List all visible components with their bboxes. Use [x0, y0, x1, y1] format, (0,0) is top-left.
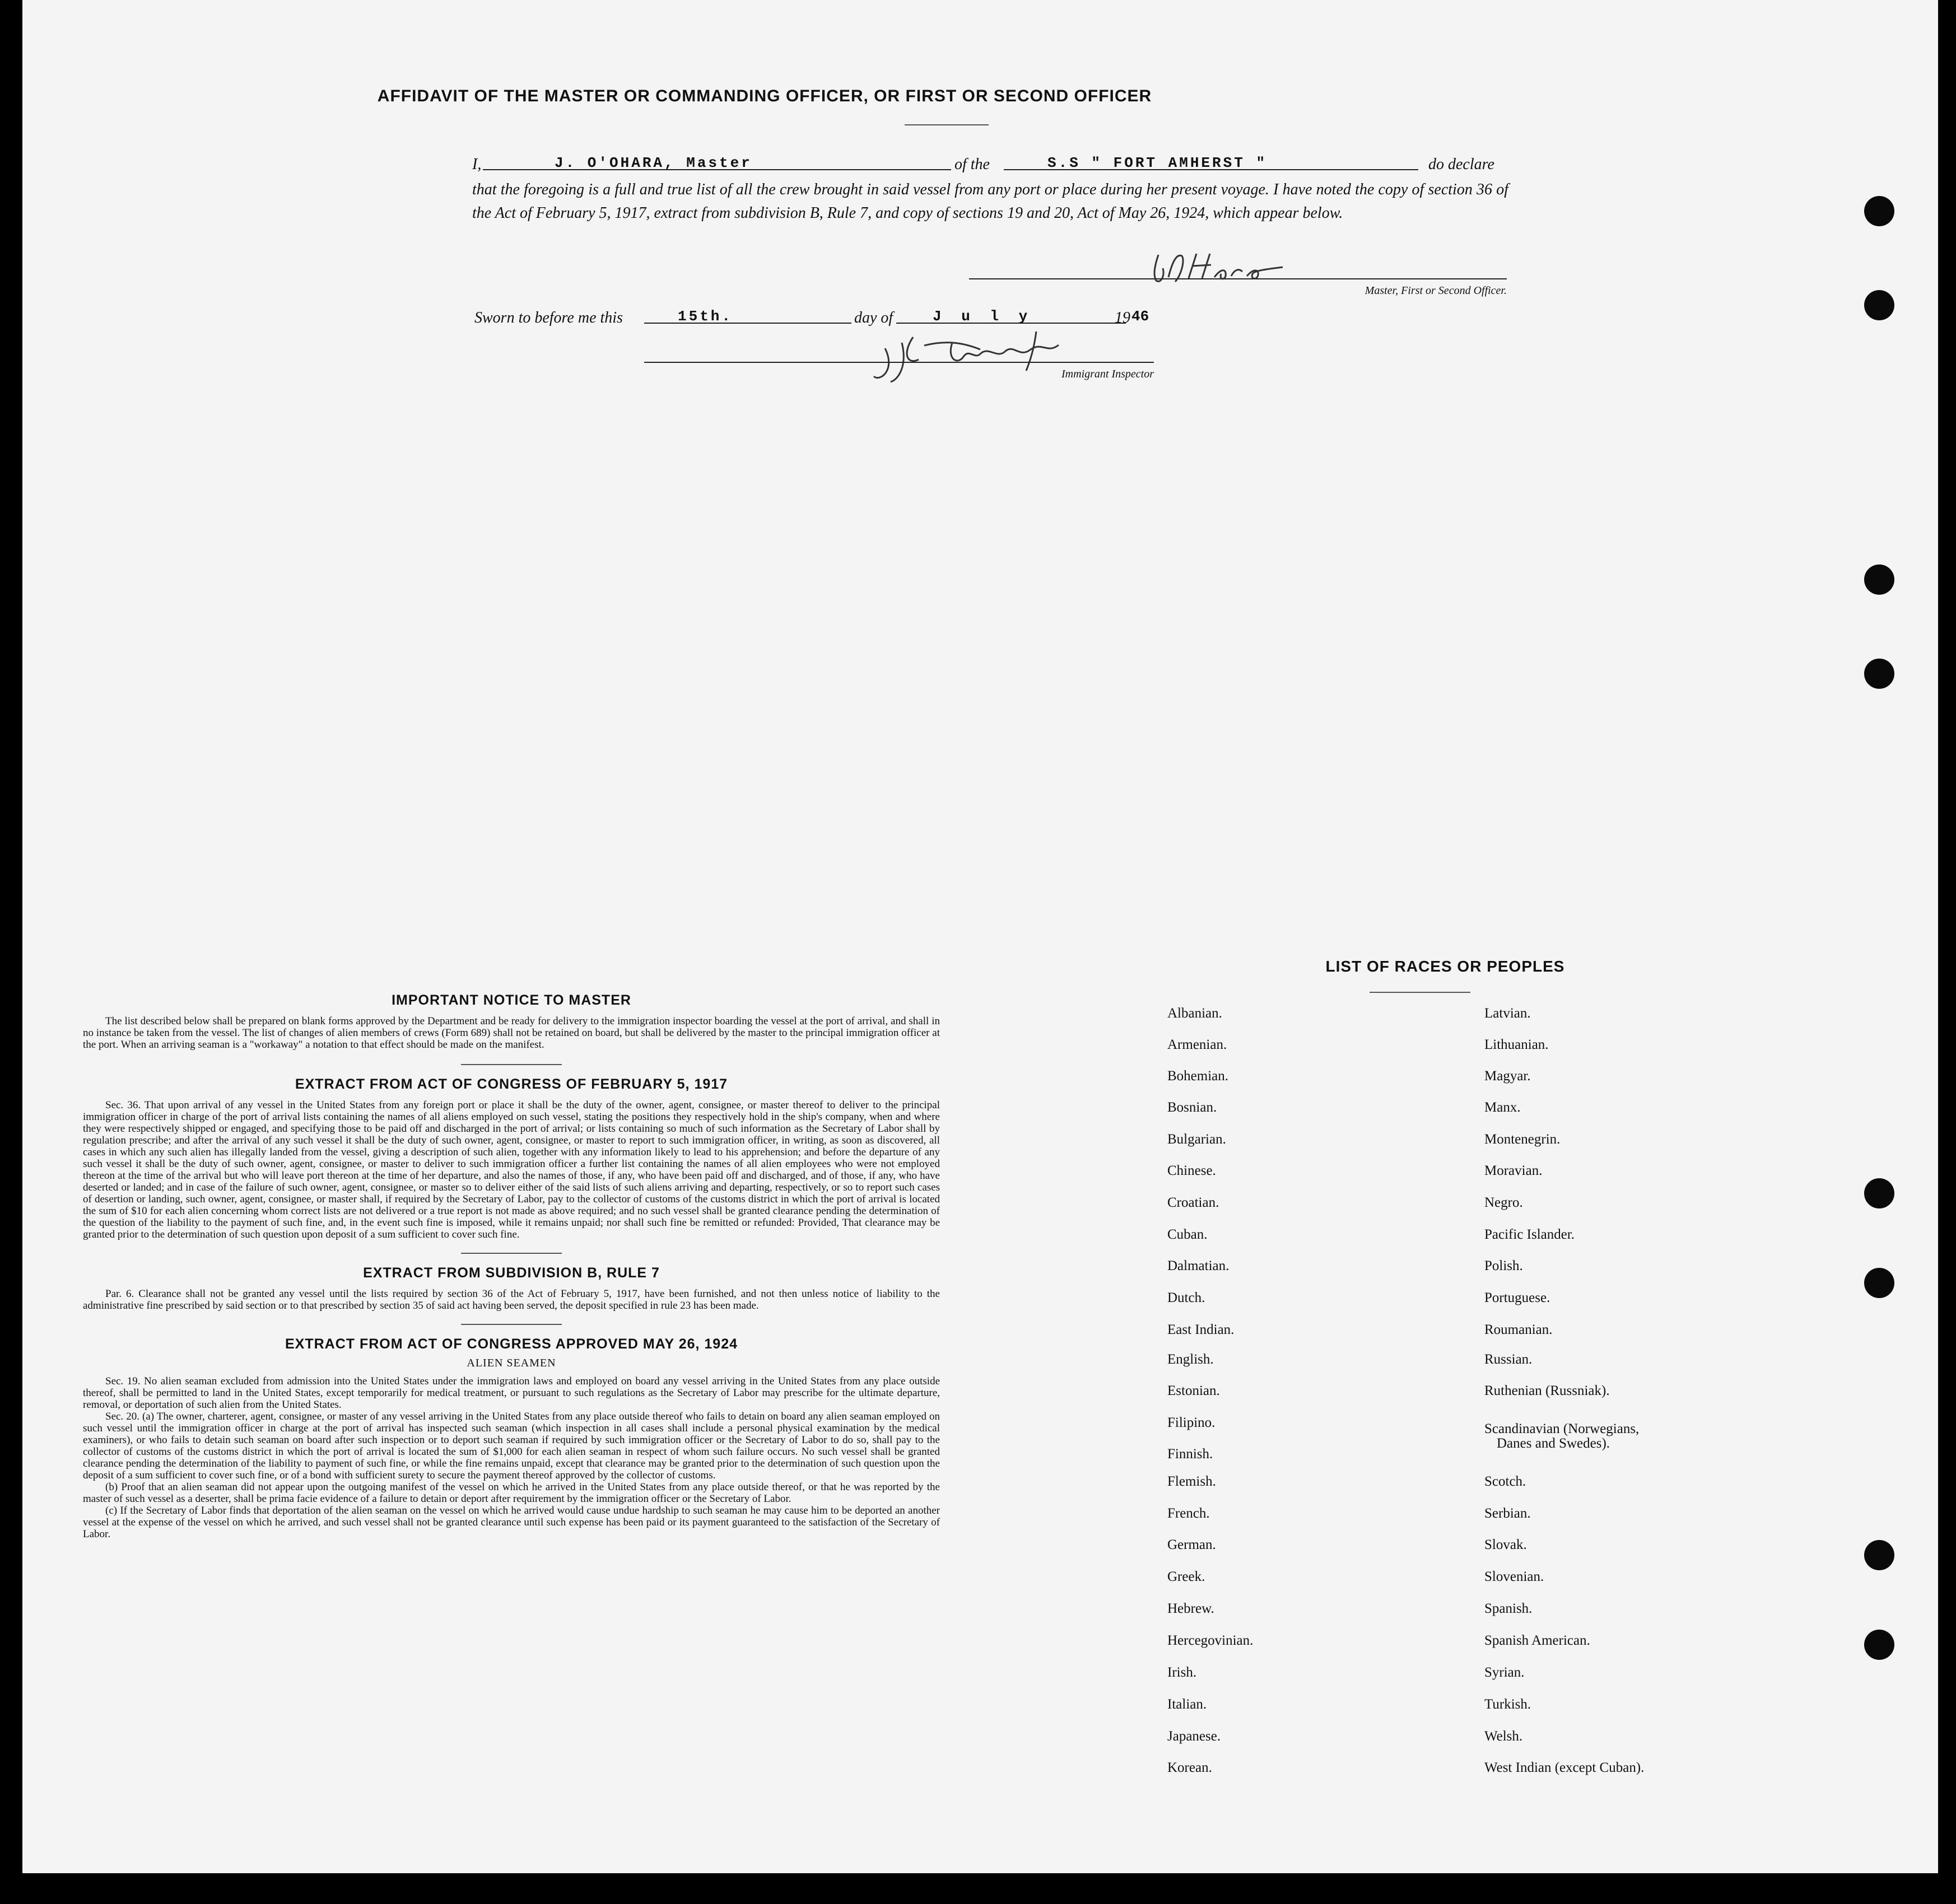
race-left-item: Irish. — [1167, 1665, 1197, 1680]
vessel-name: S.S " FORT AMHERST " — [1047, 155, 1268, 171]
extract-1924-subtitle: ALIEN SEAMEN — [467, 1357, 556, 1369]
race-left-item: Flemish. — [1167, 1474, 1216, 1489]
race-left-item: German. — [1167, 1537, 1216, 1552]
race-left-item: Italian. — [1167, 1697, 1207, 1712]
race-left-item: Dalmatian. — [1167, 1258, 1230, 1273]
affidavit-title: AFFIDAVIT OF THE MASTER OR COMMANDING OFFICER, OR FIRST OR SECOND OFFICER — [377, 87, 1152, 105]
race-left-item: Dutch. — [1167, 1290, 1205, 1305]
sworn-month: J u l y — [933, 308, 1033, 325]
race-left-item: Cuban. — [1167, 1227, 1208, 1242]
race-right-item: Welsh. — [1484, 1729, 1523, 1744]
divider — [461, 1064, 562, 1065]
race-left-item: Greek. — [1167, 1569, 1205, 1584]
race-right-item: Roumanian. — [1484, 1322, 1553, 1337]
sec-20a-text: Sec. 20. (a) The owner, charterer, agent, consignee, or master of any vessel arriving in the United States from any place outside thereof who fails to detain on board any alien seaman employed on such vessel until the immigration officer in charge at the port of arrival has inspected such seaman (which inspection in all cases shall include a personal physical examination by the medical examiners), or who fails to detain such seaman on board after such inspection or to deport such seaman if required by such immigration officer or the Secretary of Labor to do so, shall pay to the collector of customs of the customs district in which the port of arrival is located the sum of $1,000 for each alien seaman in respect of whom such failure occurs. No such vessel shall be granted clearance pending the determination of the liability to payment of such fine, or while the fine remains unpaid, except that clearance may be granted prior to the determination of such question upon the deposit of a sum sufficient to cover such fine, or of a bond with sufficient surety to secure the payment thereof approved by the collector of customs. — [83, 1411, 940, 1481]
punch-hole — [1864, 1630, 1894, 1660]
race-right-item: Montenegrin. — [1484, 1132, 1561, 1147]
notice-title: IMPORTANT NOTICE TO MASTER — [392, 992, 631, 1008]
race-right-item: Ruthenian (Russniak). — [1484, 1383, 1610, 1398]
divider — [461, 1253, 562, 1254]
race-right-item: Manx. — [1484, 1100, 1521, 1115]
race-right-item: Negro. — [1484, 1195, 1523, 1210]
race-left-item: English. — [1167, 1352, 1214, 1367]
race-left-item: French. — [1167, 1506, 1210, 1521]
races-list — [1154, 0, 1658, 1873]
race-left-item: Korean. — [1167, 1760, 1212, 1775]
race-right-item: Serbian. — [1484, 1506, 1531, 1521]
sworn-day-line — [644, 323, 851, 324]
race-right-item: Turkish. — [1484, 1697, 1531, 1712]
race-right-item: Pacific Islander. — [1484, 1227, 1575, 1242]
race-right-item: West Indian (except Cuban). — [1484, 1760, 1645, 1775]
sworn-day: 15th. — [678, 308, 733, 325]
i-label: I, — [472, 156, 482, 173]
inspector-signature-line — [644, 362, 1154, 363]
races-title: LIST OF RACES OR PEOPLES — [1325, 958, 1565, 975]
extract-1924-title: EXTRACT FROM ACT OF CONGRESS APPROVED MAY 26, 1924 — [285, 1336, 738, 1352]
race-left-item: Hercegovinian. — [1167, 1633, 1254, 1648]
race-left-item: Japanese. — [1167, 1729, 1221, 1744]
race-right-item: Slovak. — [1484, 1537, 1527, 1552]
master-caption: Master, First or Second Officer. — [1364, 284, 1507, 297]
day-of-label: day of — [854, 309, 893, 326]
punch-hole — [1864, 1268, 1894, 1298]
sworn-label: Sworn to before me this — [474, 309, 623, 326]
sec-19-text: Sec. 19. No alien seaman excluded from admission into the United States under the immigration laws and employed on board any vessel arriving in the United States from any place outside thereof, shall be permitted to land in the United States, except temporarily for medical treatment, or pursuant to such regulations as the Secretary of Labor may prescribe for the ultimate departure, removal, or deportation of such alien from the United States. — [83, 1375, 940, 1411]
race-right-item: Moravian. — [1484, 1163, 1543, 1178]
of-the-label: of the — [954, 156, 990, 173]
legal-extracts-column — [83, 992, 940, 1540]
punch-hole — [1864, 290, 1894, 320]
race-left-item: Bosnian. — [1167, 1100, 1217, 1115]
punch-hole — [1864, 1178, 1894, 1208]
race-right-item: Polish. — [1484, 1258, 1523, 1273]
race-left-item: Armenian. — [1167, 1037, 1227, 1052]
race-right-item: Slovenian. — [1484, 1569, 1544, 1584]
sworn-year-suffix: 46 — [1131, 308, 1149, 325]
race-right-item: Scotch. — [1484, 1474, 1526, 1489]
race-left-item: Bohemian. — [1167, 1068, 1229, 1084]
extract-rule7-title: EXTRACT FROM SUBDIVISION B, RULE 7 — [363, 1265, 660, 1281]
affidavit-body: that the foregoing is a full and true list of all the crew brought in said vessel from any port or place during her present voyage. I have noted the copy of section 36 of the Act of February 5, 1917, extract from subdivision B, Rule 7, and copy of sections 19 and 20, Act of May 26, 1924, which appear below. — [472, 181, 1508, 222]
race-right-item: Russian. — [1484, 1352, 1533, 1367]
race-left-item: Bulgarian. — [1167, 1132, 1226, 1147]
race-left-item: Estonian. — [1167, 1383, 1220, 1398]
divider — [461, 1324, 562, 1325]
master-name: J. O'OHARA, Master — [555, 155, 752, 171]
race-right-item: Syrian. — [1484, 1665, 1525, 1680]
extract-rule7-text: Par. 6. Clearance shall not be granted any vessel until the lists required by section 36 of the Act of February 5, 1917, have been furnished, and not then unless notice of liability to the administrative fine prescribed by said section or to that prescribed by section 35 of said act having been served, the deposit specified in rule 23 has been made. — [83, 1288, 940, 1312]
sworn-year-prefix: 19 — [1115, 309, 1130, 326]
race-right-item: Latvian. — [1484, 1006, 1531, 1021]
race-left-item: East Indian. — [1167, 1322, 1235, 1337]
race-left-item: Albanian. — [1167, 1006, 1222, 1021]
extract-1917-title: EXTRACT FROM ACT OF CONGRESS OF FEBRUARY 5, 1917 — [295, 1076, 728, 1092]
punch-hole — [1864, 1540, 1894, 1570]
race-left-item: Croatian. — [1167, 1195, 1219, 1210]
race-left-item: Filipino. — [1167, 1415, 1215, 1430]
race-right-item: Danes and Swedes). — [1497, 1436, 1610, 1451]
title-divider — [905, 124, 989, 125]
race-left-item: Chinese. — [1167, 1163, 1216, 1178]
inspector-caption: Immigrant Inspector — [1061, 368, 1154, 380]
race-right-item: Portuguese. — [1484, 1290, 1550, 1305]
race-right-item: Spanish American. — [1484, 1633, 1590, 1648]
race-right-item: Spanish. — [1484, 1601, 1533, 1616]
race-right-item: Lithuanian. — [1484, 1037, 1549, 1052]
document-page — [22, 0, 1938, 1873]
punch-hole — [1864, 196, 1894, 226]
sec-20b-text: (b) Proof that an alien seaman did not appear upon the outgoing manifest of the vessel on which he arrived in the United States from any place outside thereof, or that he was reported by the master of such vessel as a deserter, shall be prima facie evidence of a failure to detain or deport after requirement by the immigration officer or the Secretary of Labor. — [83, 1481, 940, 1505]
race-right-item: Scandinavian (Norwegians, — [1484, 1421, 1640, 1436]
punch-hole — [1864, 659, 1894, 689]
notice-text: The list described below shall be prepared on blank forms approved by the Department and be ready for delivery to the immigration inspector boarding the vessel at the port of arrival, and shall in no instance be taken from the vessel. The list of changes of alien members of crews (Form 689) shall not be retained on board, but shall be delivered by the master to the principal immigration officer at the port. When an arriving seaman is a "workaway" a notation to that effect should be made on the manifest. — [83, 1015, 940, 1051]
race-left-item: Hebrew. — [1167, 1601, 1214, 1616]
sec-20c-text: (c) If the Secretary of Labor finds that deportation of the alien seaman on the vessel on which he arrived would cause undue hardship to such seaman he may cause him to be deported an another vessel at the expense of the vessel on which he arrived, and such vessel shall not be granted clearance until such expense has been paid or its payment guaranteed to the satisfaction of the Secretary of Labor. — [83, 1505, 940, 1540]
punch-hole — [1864, 564, 1894, 595]
extract-1917-text: Sec. 36. That upon arrival of any vessel in the United States from any foreign port or place it shall be the duty of the owner, agent, consignee, or master thereof to deliver to the principal immigration officer in charge of the port of arrival lists containing the names of all aliens employed on such vessel, stating the positions they respectively hold in the ship's company, when and where they were respectively shipped or engaged, and specifying those to be paid off and discharged in the port of arrival; or lists containing so much of such information as the Secretary of Labor shall by regulation prescribe; and after the arrival of any such vessel it shall be the duty of such owner, agent, consignee, or master to report to such immigration officer, in writing, as soon as discovered, all cases in which any such alien has illegally landed from the vessel, giving a description of such alien, together with any information likely to lead to his apprehension; and before the departure of any such vessel it shall be the duty of such owner, agent, consignee, or master to deliver to such immigration officer a further list containing the names of all alien employees who were not employed thereon at the time of the arrival but who will leave port thereon at the time of her departure, and also the names of those, if any, who have been paid off and discharged, and of those, if any, who have deserted or landed; and in case of the failure of such owner, agent, consignee, or master so to deliver either of the said lists of such aliens arriving and departing, respectively, or so to report such cases of desertion or landing, such owner, agent, consignee, or master shall, if required by the Secretary of Labor, pay to the collector of customs of the customs district in which the port of arrival is located the sum of $10 for each alien concerning whom correct lists are not delivered or a true report is not made as above required; and no such vessel shall be granted clearance pending the determination of the question of the liability to the payment of such fine, and, in the event such fine is imposed, while it remains unpaid; nor shall such fine be remitted or refunded: Provided, That clearance may be granted prior to the determination of such question upon deposit of a sum sufficient to cover such fine. — [83, 1099, 940, 1240]
race-right-item: Magyar. — [1484, 1068, 1531, 1084]
do-declare-label: do declare — [1428, 156, 1494, 173]
race-left-item: Finnish. — [1167, 1446, 1213, 1462]
